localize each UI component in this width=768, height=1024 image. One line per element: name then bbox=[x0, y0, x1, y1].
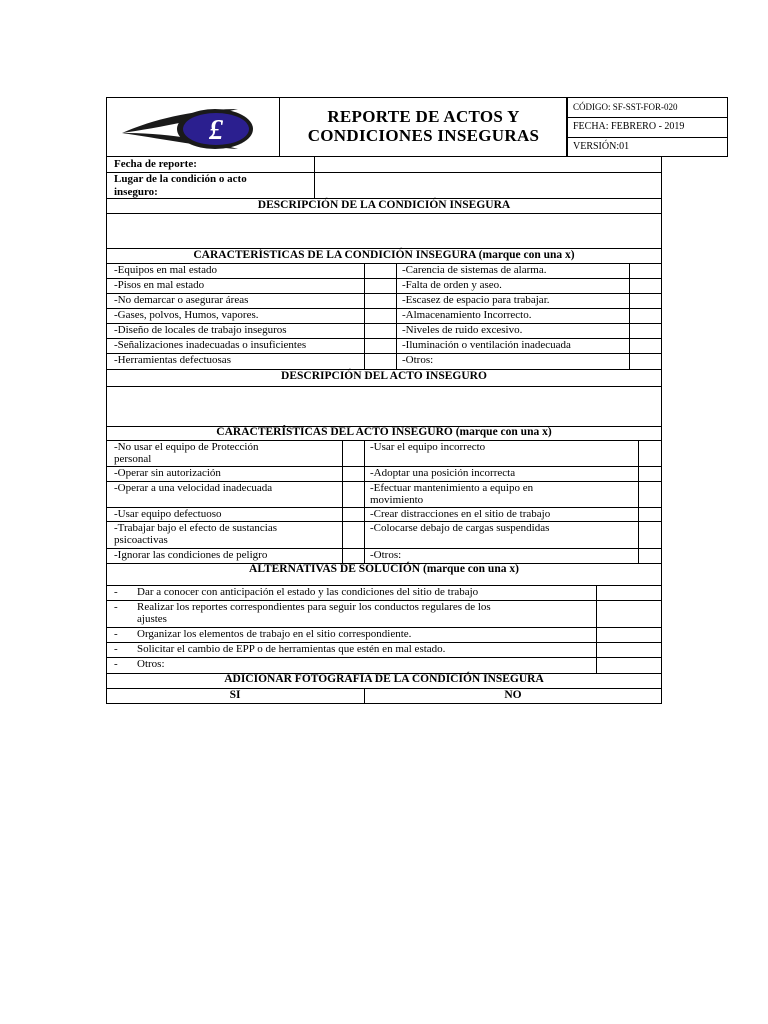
lugar-label-line2: inseguro: bbox=[114, 186, 158, 198]
act-item-left: -Ignorar las condiciones de peligro bbox=[114, 549, 268, 561]
cond-item-right: -Escasez de espacio para trabajar. bbox=[402, 294, 550, 306]
meta-divider-1 bbox=[567, 117, 728, 118]
act-item-right: -Usar el equipo incorrecto bbox=[370, 441, 486, 453]
meta-codigo: CÓDIGO: SF-SST-FOR-020 bbox=[573, 102, 678, 112]
act-checkbox-right[interactable] bbox=[640, 482, 660, 506]
alt-item: Dar a conocer con anticipación el estado y las condiciones del sitio de trabajo bbox=[137, 586, 479, 598]
form-title-line1: REPORTE DE ACTOS Y bbox=[327, 107, 520, 126]
lugar-label-line1: Lugar de la condición o acto bbox=[114, 173, 247, 185]
photo-si-option[interactable]: SI bbox=[229, 689, 241, 701]
alt-item: Realizar los reportes correspondientes para seguir los conductos regulares de los bbox=[137, 601, 491, 613]
alt-item-cont: ajustes bbox=[137, 613, 167, 625]
act-item-right-cont: movimiento bbox=[370, 494, 424, 506]
cond-item-left: -Gases, polvos, Humos, vapores. bbox=[114, 309, 259, 321]
act-checkbox-left[interactable] bbox=[344, 522, 363, 547]
act-checkbox-left[interactable] bbox=[344, 508, 363, 520]
col-line bbox=[364, 440, 365, 563]
alt-item: Otros: bbox=[137, 658, 165, 670]
alt-bullet: - bbox=[114, 586, 118, 598]
col-line bbox=[629, 263, 630, 369]
lugar-field[interactable] bbox=[316, 173, 660, 197]
cond-checkbox-right[interactable] bbox=[631, 264, 660, 277]
act-checkbox-left[interactable] bbox=[344, 482, 363, 506]
act-item-right: -Colocarse debajo de cargas suspendidas bbox=[370, 522, 550, 534]
alt-checkbox[interactable] bbox=[598, 628, 660, 641]
field-divider bbox=[314, 157, 315, 198]
act-item-right: -Crear distracciones en el sitio de trabajo bbox=[370, 508, 551, 520]
cond-item-left: -Herramientas defectuosas bbox=[114, 354, 231, 366]
meta-fecha: FECHA: FEBRERO - 2019 bbox=[573, 121, 685, 132]
alt-checkbox[interactable] bbox=[598, 658, 660, 672]
cond-item-right: -Iluminación o ventilación inadecuada bbox=[402, 339, 571, 351]
cond-checkbox-left[interactable] bbox=[366, 264, 395, 277]
col-line bbox=[596, 585, 597, 673]
cond-checkbox-left[interactable] bbox=[366, 309, 395, 322]
col-line bbox=[638, 440, 639, 563]
act-item-left-cont: personal bbox=[114, 453, 152, 465]
row-line bbox=[106, 386, 662, 387]
cond-checkbox-right[interactable] bbox=[631, 354, 660, 367]
company-logo-icon bbox=[118, 103, 260, 153]
form-title-line2: CONDICIONES INSEGURAS bbox=[307, 126, 540, 145]
cond-checkbox-left[interactable] bbox=[366, 354, 395, 367]
cond-item-left: -Diseño de locales de trabajo inseguros bbox=[114, 324, 287, 336]
act-checkbox-right[interactable] bbox=[640, 522, 660, 547]
cond-item-left: -Equipos en mal estado bbox=[114, 264, 217, 276]
act-desc-title: DESCRIPCIÓN DEL ACTO INSEGURO bbox=[281, 370, 487, 382]
act-checkbox-right[interactable] bbox=[640, 467, 660, 480]
act-item-right: -Otros: bbox=[370, 549, 402, 561]
alt-bullet: - bbox=[114, 628, 118, 640]
svg-text:£: £ bbox=[209, 115, 223, 146]
alt-checkbox[interactable] bbox=[598, 601, 660, 626]
cond-item-right: -Niveles de ruido excesivo. bbox=[402, 324, 523, 336]
cond-item-left: -No demarcar o asegurar áreas bbox=[114, 294, 249, 306]
act-item-right: -Efectuar mantenimiento a equipo en bbox=[370, 482, 534, 494]
cond-checkbox-right[interactable] bbox=[631, 279, 660, 292]
row-line bbox=[106, 213, 662, 214]
frame-bottom bbox=[106, 703, 662, 704]
alt-bullet: - bbox=[114, 658, 118, 670]
photo-title: ADICIONAR FOTOGRAFIA DE LA CONDICIÓN INSEGURA bbox=[224, 673, 544, 685]
alt-item: Solicitar el cambio de EPP o de herramientas que estén en mal estado. bbox=[137, 643, 446, 655]
cond-item-right: -Falta de orden y aseo. bbox=[402, 279, 502, 291]
fecha-reporte-field[interactable] bbox=[316, 158, 660, 171]
act-item-left: -Operar sin autorización bbox=[114, 467, 221, 479]
act-item-left-cont: psicoactivas bbox=[114, 534, 168, 546]
cond-item-right: -Carencia de sistemas de alarma. bbox=[402, 264, 547, 276]
col-line bbox=[342, 440, 343, 563]
cond-item-right: -Almacenamiento Incorrecto. bbox=[402, 309, 532, 321]
fecha-reporte-label: Fecha de reporte: bbox=[114, 158, 197, 170]
cond-item-right: -Otros: bbox=[402, 354, 434, 366]
act-item-left: -Operar a una velocidad inadecuada bbox=[114, 482, 273, 494]
act-checkbox-right[interactable] bbox=[640, 508, 660, 520]
cond-checkbox-left[interactable] bbox=[366, 324, 395, 337]
cond-checkbox-right[interactable] bbox=[631, 309, 660, 322]
meta-version: VERSIÓN:01 bbox=[573, 141, 630, 152]
cond-checkbox-left[interactable] bbox=[366, 279, 395, 292]
alt-bullet: - bbox=[114, 601, 118, 613]
act-checkbox-right[interactable] bbox=[640, 549, 660, 562]
cond-desc-title: DESCRIPCIÓN DE LA CONDICIÓN INSEGURA bbox=[257, 199, 511, 211]
cond-desc-field[interactable] bbox=[108, 215, 660, 247]
act-checkbox-left[interactable] bbox=[344, 441, 363, 465]
cond-item-left: -Pisos en mal estado bbox=[114, 279, 205, 291]
alt-bullet: - bbox=[114, 643, 118, 655]
cond-item-left: -Señalizaciones inadecuadas o insuficientes bbox=[114, 339, 307, 351]
cond-checkbox-right[interactable] bbox=[631, 294, 660, 307]
act-char-title: CARACTERÍSTICAS DEL ACTO INSEGURO (marque con una x) bbox=[216, 426, 552, 438]
act-checkbox-left[interactable] bbox=[344, 549, 363, 562]
act-item-right: -Adoptar una posición incorrecta bbox=[370, 467, 516, 479]
alt-checkbox[interactable] bbox=[598, 586, 660, 599]
col-line bbox=[364, 263, 365, 369]
cond-checkbox-right[interactable] bbox=[631, 324, 660, 337]
alt-checkbox[interactable] bbox=[598, 643, 660, 656]
act-checkbox-left[interactable] bbox=[344, 467, 363, 480]
act-item-left: -No usar el equipo de Protección bbox=[114, 441, 259, 453]
cond-char-title: CARACTERÍSTICAS DE LA CONDICIÓN INSEGURA (marque con una x) bbox=[193, 249, 575, 261]
act-checkbox-right[interactable] bbox=[640, 441, 660, 465]
act-item-left: -Usar equipo defectuoso bbox=[114, 508, 222, 520]
alt-title: ALTERNATIVAS DE SOLUCIÓN (marque con una x) bbox=[249, 563, 519, 575]
cond-checkbox-right[interactable] bbox=[631, 339, 660, 352]
cond-checkbox-left[interactable] bbox=[366, 294, 395, 307]
meta-divider-2 bbox=[567, 137, 728, 138]
photo-no-option[interactable]: NO bbox=[504, 689, 522, 701]
cond-checkbox-left[interactable] bbox=[366, 339, 395, 352]
act-desc-field[interactable] bbox=[108, 388, 660, 424]
col-line bbox=[396, 263, 397, 369]
act-item-left: -Trabajar bajo el efecto de sustancias bbox=[114, 522, 278, 534]
alt-item: Organizar los elementos de trabajo en el sitio correspondiente. bbox=[137, 628, 412, 640]
